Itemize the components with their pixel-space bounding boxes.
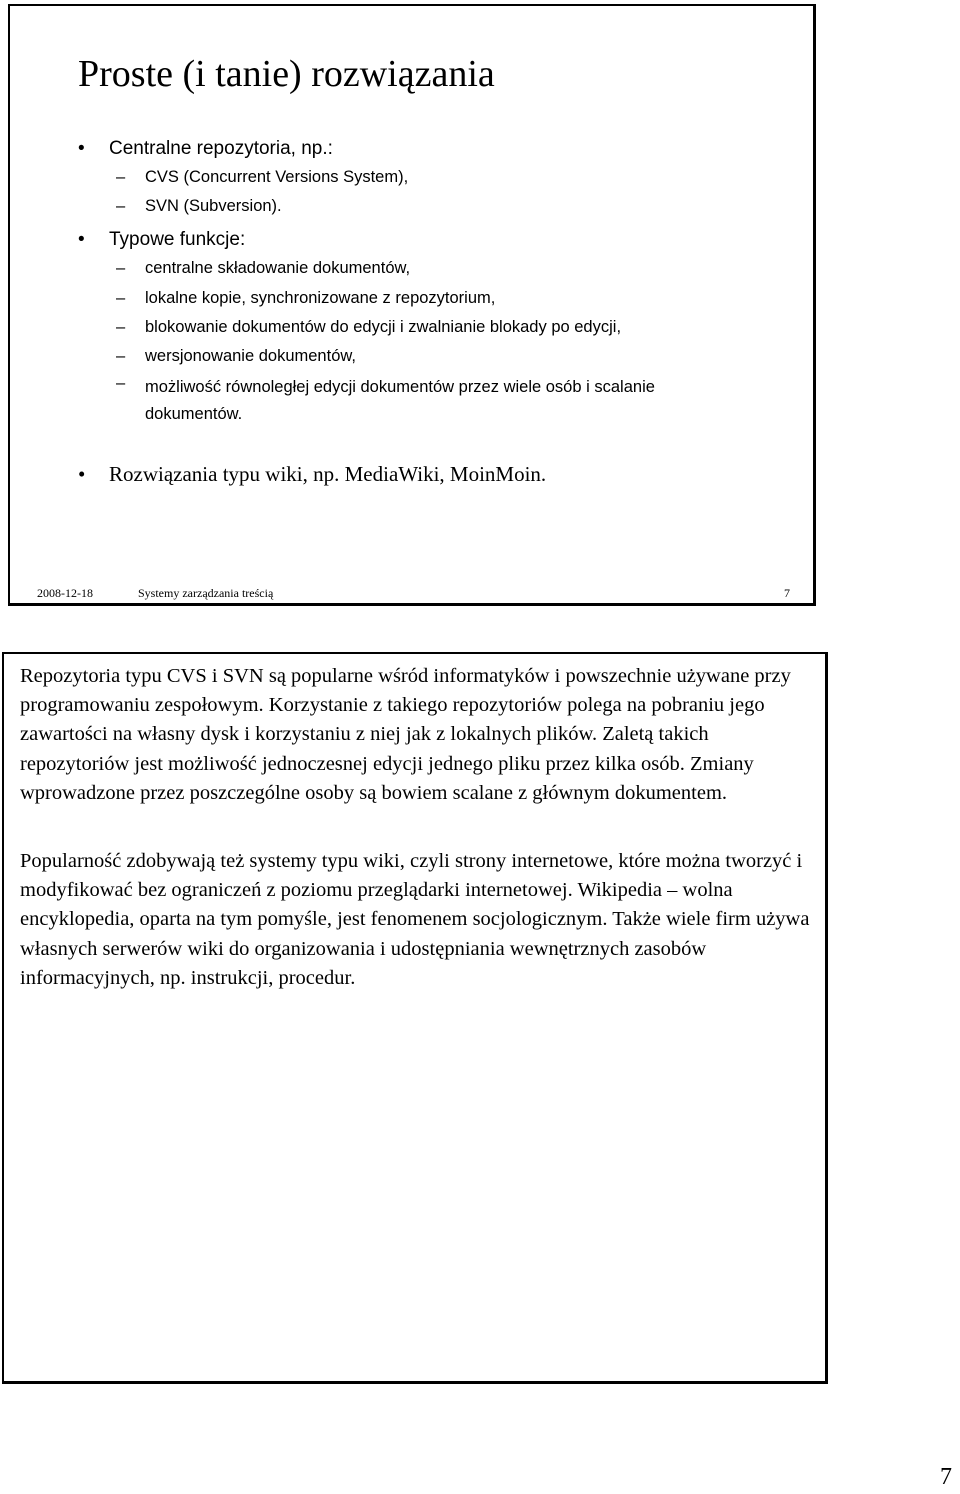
bullet-text: Centralne repozytoria, np.: xyxy=(109,138,333,159)
page-number: 7 xyxy=(940,1464,952,1490)
dash-icon: – xyxy=(116,197,126,215)
dash-icon: – xyxy=(116,318,126,336)
sub-item-text: wersjonowanie dokumentów, xyxy=(145,347,356,365)
slide-footer-date: 2008-12-18 xyxy=(37,586,93,600)
notes-paragraph: Popularność zdobywają też systemy typu wiki, czyli strony internetowe, które można tworzyć i modyfikować bez ograniczeń z poziomu przeglądarki internetowej. Wikipedia – wolna encyklopedia, oparta na tym pomyśle, jest fenomenem socjologicznym. Także wiele firm używa własnych serwerów wiki do organizowania i udostępniania wewnętrznych zasobów informacyjnych, np. instrukcji, procedur. xyxy=(20,850,810,989)
dash-icon: – xyxy=(116,347,126,365)
sub-item-text: możliwość równoległej edycji dokumentów przez wiele osób i scalanie dokumentów. xyxy=(145,378,655,423)
dash-icon: – xyxy=(116,259,126,277)
sub-item-text: SVN (Subversion). xyxy=(145,197,282,215)
notes-box xyxy=(2,652,828,1384)
bullet-dot-icon: • xyxy=(78,138,85,159)
sub-item-text: blokowanie dokumentów do edycji i zwalnianie blokady po edycji, xyxy=(145,318,622,336)
sub-item-text: CVS (Concurrent Versions System), xyxy=(145,168,409,186)
bullet-dot-icon: • xyxy=(78,229,85,250)
bullet-text: Typowe funkcje: xyxy=(109,229,246,250)
notes-paragraph: Repozytoria typu CVS i SVN są popularne wśród informatyków i powszechnie używane przy programowaniu zespołowym. Korzystanie z takiego repozytoriów polega na pobraniu jego zawartości na własny dysk i korzystaniu z niej jak z lokalnych plików. Zaletą takich repozytoriów jest możliwość jednoczesnej edycji jednego pliku przez kilka osób. Zmiany wprowadzone przez poszczególne osoby są bowiem scalane z głównym dokumentem. xyxy=(20,665,791,804)
dash-icon: – xyxy=(116,168,126,186)
bullet-dot-icon: • xyxy=(78,462,86,486)
bullet-text: Rozwiązania typu wiki, np. MediaWiki, MoinMoin. xyxy=(109,462,547,486)
slide-footer-number: 7 xyxy=(784,586,790,600)
dash-icon: – xyxy=(116,374,126,392)
slide-footer-course: Systemy zarządzania treścią xyxy=(138,586,274,600)
slide-title: Proste (i tanie) rozwiązania xyxy=(78,53,495,95)
dash-icon: – xyxy=(116,289,126,307)
sub-item-text: lokalne kopie, synchronizowane z repozytorium, xyxy=(145,289,496,307)
slide-frame xyxy=(8,4,816,606)
sub-item-text: centralne składowanie dokumentów, xyxy=(145,259,411,277)
